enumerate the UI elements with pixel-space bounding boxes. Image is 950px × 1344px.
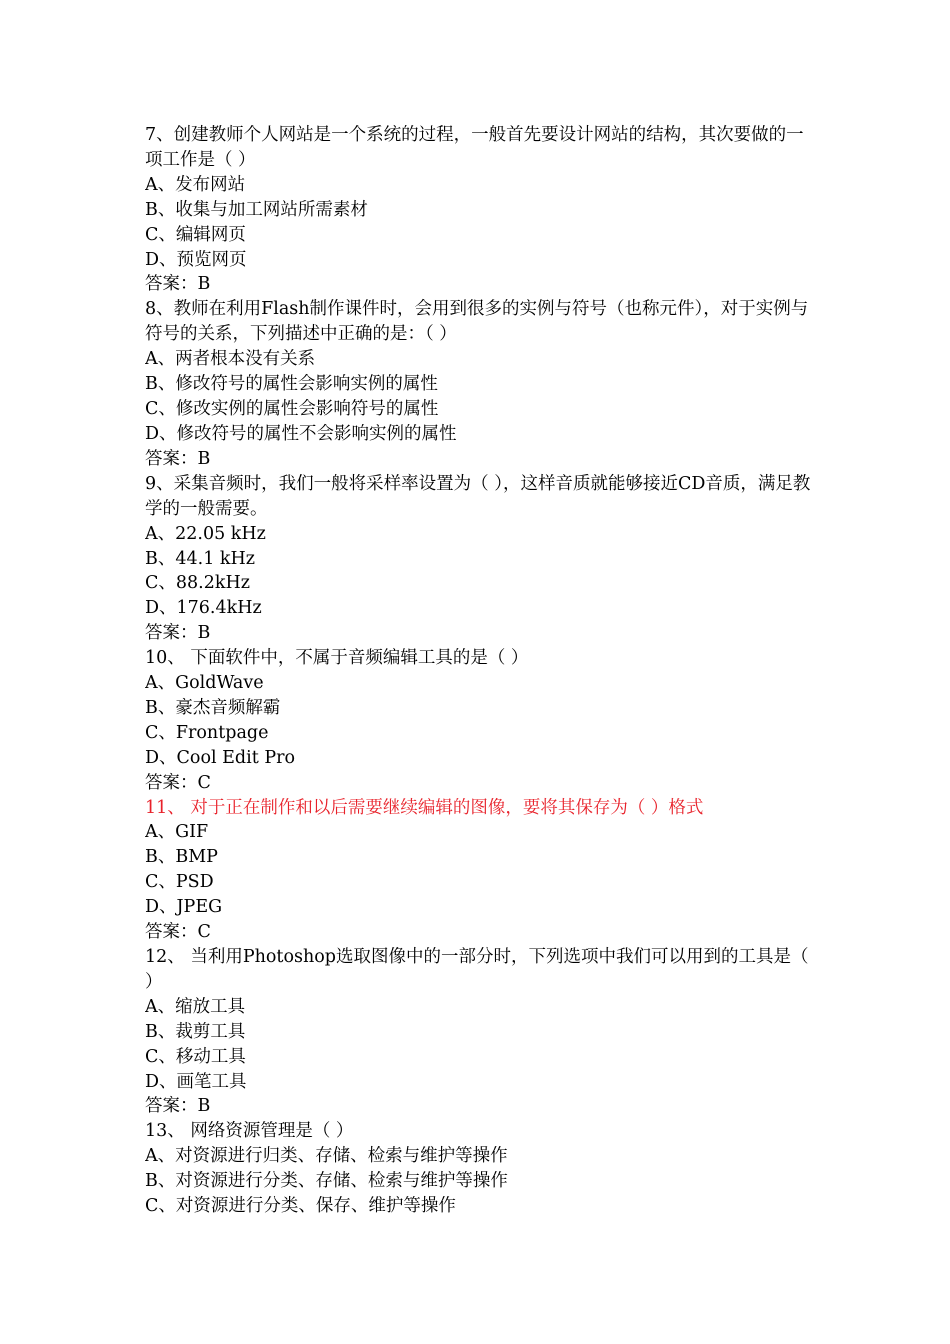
question-9-answer: 答案：B <box>145 623 211 644</box>
question-7-option-d: D、预览网页 <box>145 249 247 270</box>
question-7-option-c: C、编辑网页 <box>145 224 246 245</box>
question-9-option-a: A、22.05 kHz <box>145 523 266 544</box>
question-10-stem: 10、 下面软件中，不属于音频编辑工具的是（ ） <box>145 648 529 669</box>
question-9-option-d: D、176.4kHz <box>145 598 262 619</box>
question-11-stem: 11、 对于正在制作和以后需要继续编辑的图像，要将其保存为（ ）格式 <box>145 797 704 818</box>
question-12-option-a: A、缩放工具 <box>145 996 246 1017</box>
question-13-option-a: A、对资源进行归类、存储、检索与维护等操作 <box>145 1146 508 1167</box>
question-9-option-b: B、44.1 kHz <box>145 548 255 569</box>
question-9-stem: 9、采集音频时，我们一般将采样率设置为（ ），这样音质就能够接近CD音质，满足教学的一般需要。 <box>145 473 811 519</box>
question-7-option-a: A、发布网站 <box>145 174 246 195</box>
question-12-answer: 答案：B <box>145 1096 211 1117</box>
question-11-answer: 答案：C <box>145 922 211 943</box>
question-9-option-c: C、88.2kHz <box>145 573 250 594</box>
question-8-stem: 8、教师在利用Flash制作课件时，会用到很多的实例与符号（也称元件），对于实例与符号的关系，下列描述中正确的是：（ ） <box>145 299 809 345</box>
question-11-option-b: B、BMP <box>145 847 218 868</box>
question-11-option-d: D、JPEG <box>145 897 223 918</box>
question-7-option-b: B、收集与加工网站所需素材 <box>145 199 368 220</box>
question-10-option-b: B、豪杰音频解霸 <box>145 697 281 718</box>
question-7-answer: 答案：B <box>145 274 211 295</box>
document-page <box>145 123 813 1219</box>
question-10-option-d: D、Cool Edit Pro <box>145 747 295 768</box>
question-7-stem: 7、创建教师个人网站是一个系统的过程，一般首先要设计网站的结构，其次要做的一项工作是（ ） <box>145 125 804 170</box>
question-12-option-c: C、移动工具 <box>145 1046 246 1067</box>
question-11-option-a: A、GIF <box>145 822 209 843</box>
question-10-answer: 答案：C <box>145 772 211 793</box>
question-8-option-c: C、修改实例的属性会影响符号的属性 <box>145 399 439 420</box>
question-8-answer: 答案：B <box>145 448 211 469</box>
question-12-option-b: B、裁剪工具 <box>145 1021 246 1042</box>
question-8-option-b: B、修改符号的属性会影响实例的属性 <box>145 374 438 395</box>
question-13-option-c: C、对资源进行分类、保存、维护等操作 <box>145 1196 456 1217</box>
question-8-option-d: D、修改符号的属性不会影响实例的属性 <box>145 423 457 444</box>
question-10-option-c: C、Frontpage <box>145 722 269 743</box>
question-11-option-c: C、PSD <box>145 872 214 893</box>
question-13-stem: 13、 网络资源管理是（ ） <box>145 1121 354 1142</box>
question-8-option-a: A、两者根本没有关系 <box>145 349 316 370</box>
question-13-option-b: B、对资源进行分类、存储、检索与维护等操作 <box>145 1171 508 1192</box>
question-12-stem: 12、 当利用Photoshop选取图像中的一部分时，下列选项中我们可以用到的工具是（ ） <box>145 947 809 992</box>
question-12-option-d: D、画笔工具 <box>145 1071 247 1092</box>
question-10-option-a: A、GoldWave <box>145 673 264 694</box>
